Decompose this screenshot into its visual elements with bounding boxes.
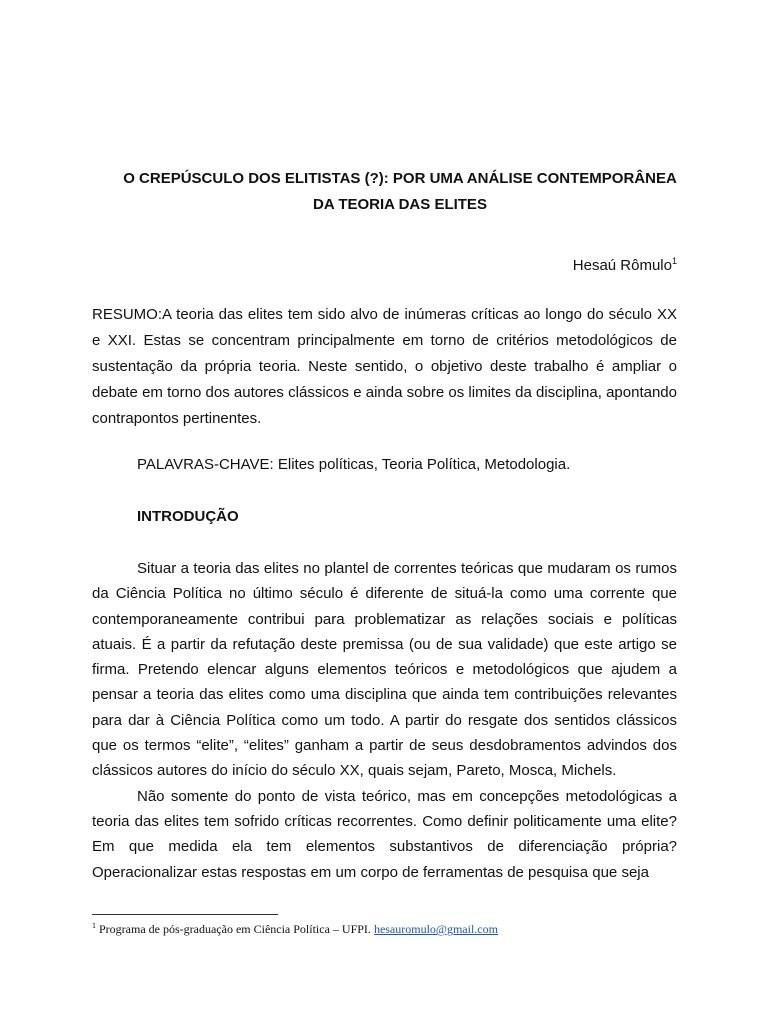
- author-name: [573, 256, 677, 276]
- keywords-line: PALAVRAS-CHAVE: Elites políticas, Teoria Política, Metodologia.: [137, 456, 571, 473]
- footnote-text: Programa de pós-graduação em Ciência Política – UFPI.: [99, 922, 371, 936]
- body-text: [92, 556, 677, 885]
- body-paragraph-1: Situar a teoria das elites no plantel de correntes teóricas que mudaram os rumos da Ciência Política no último século é diferente de situá-la como uma corrente que contemporaneamente contribui para problematizar as relações sociais e políticas atuais. É a partir da refutação deste premissa (ou de sua validade) que este artigo se firma. Pretendo elencar alguns elementos teóricos e metodológicos que ajudem a pensar a teoria das elites como uma disciplina que ainda tem contribuições relevantes para dar à Ciência Política como um todo. A partir do resgate dos sentidos clássicos que os termos “elite”, “elites” ganham a partir de seus desdobramentos advindos dos clássicos autores do início do século XX, quais sejam, Pareto, Mosca, Michels.: [92, 560, 677, 780]
- paper-title-line-2: DA TEORIA DAS ELITES: [313, 196, 487, 213]
- section-heading-introduction: INTRODUÇÃO: [137, 508, 239, 525]
- body-paragraph-2: Não somente do ponto de vista teórico, mas em concepções metodológicas a teoria das elites tem sofrido críticas recorrentes. Como definir politicamente uma elite? Em que medida ela tem elementos substantivos de diferenciação própria? Operacionalizar estas respostas em um corpo de ferramentas de pesquisa que seja: [92, 787, 677, 881]
- author-footnote-mark: 1: [671, 256, 677, 266]
- author-name-text: Hesaú Rômulo: [572, 257, 672, 274]
- footnote-email-link[interactable]: hesauromulo@gmail.com: [373, 922, 498, 936]
- footnote-separator: [92, 914, 278, 915]
- footnote-mark: 1: [92, 921, 96, 930]
- paper-title-line-1: O CREPÚSCULO DOS ELITISTAS (?): POR UMA ANÁLISE CONTEMPORÂNEA: [123, 170, 677, 187]
- abstract-paragraph: RESUMO:A teoria das elites tem sido alvo de inúmeras críticas ao longo do século XX e XXI. Estas se concentram principalmente em torno de critérios metodológicos de sustentação da própria teoria. Neste sentido, o objetivo deste trabalho é ampliar o debate em torno dos autores clássicos e ainda sobre os limites da disciplina, apontando contrapontos pertinentes.: [92, 306, 677, 427]
- paper-title: [60, 166, 740, 218]
- footnote: [92, 921, 692, 937]
